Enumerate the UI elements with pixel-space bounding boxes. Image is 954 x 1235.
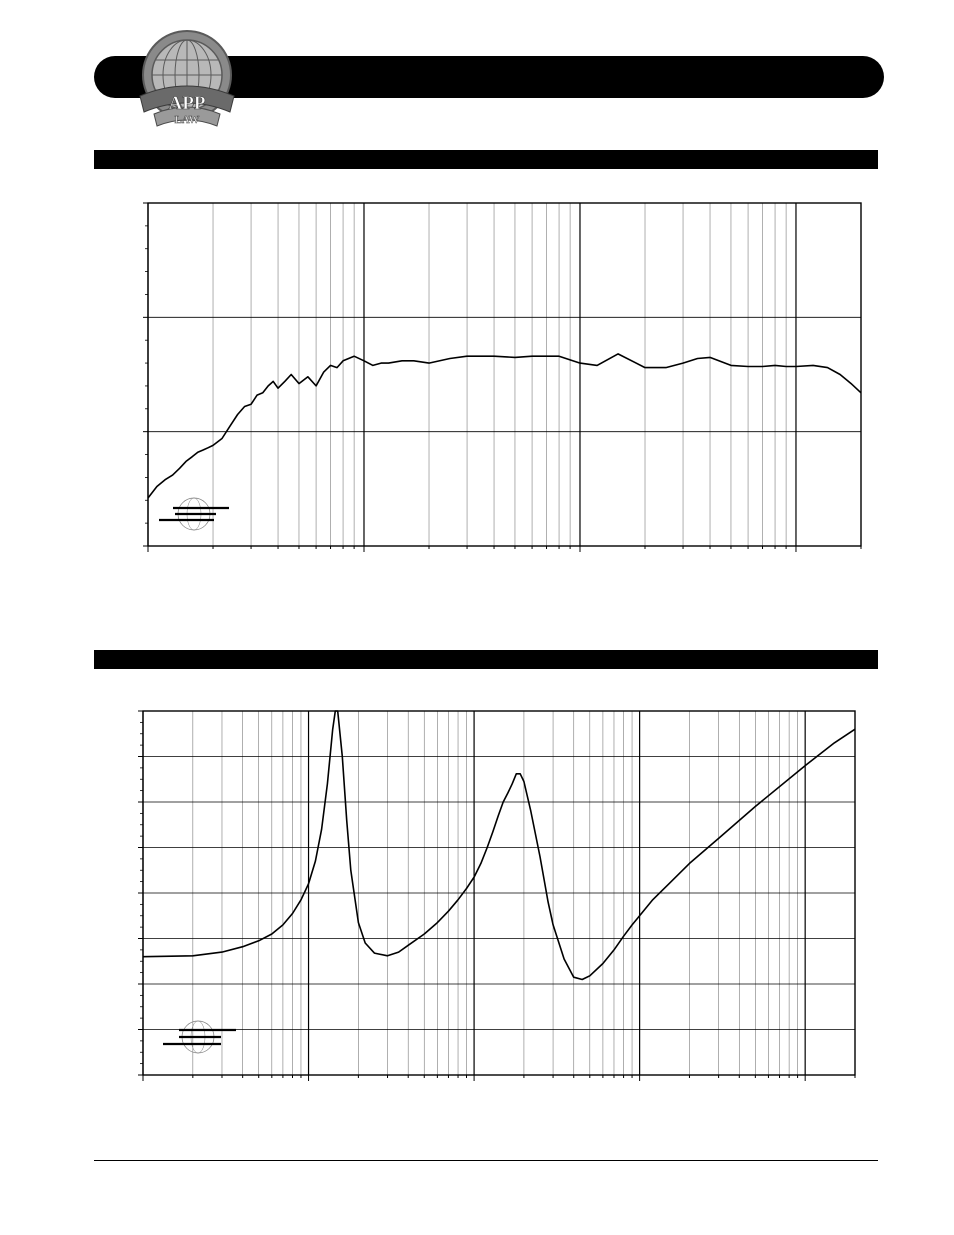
imp-series-line xyxy=(143,711,855,980)
fr-plot-frame xyxy=(148,203,861,546)
svg-text:APP: APP xyxy=(168,93,206,114)
fr-series-line xyxy=(148,354,861,498)
svg-text:LAW: LAW xyxy=(174,114,200,126)
footer-rule xyxy=(94,1160,878,1161)
